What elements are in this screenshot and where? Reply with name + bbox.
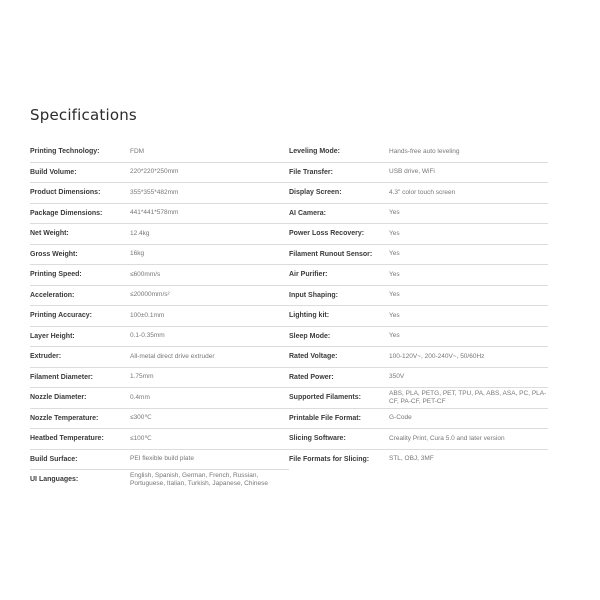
spec-row xyxy=(289,224,548,245)
spec-label: Heatbed Temperature: xyxy=(30,435,104,443)
spec-value: 350V xyxy=(389,373,405,381)
spec-row xyxy=(30,265,289,286)
spec-row xyxy=(30,388,289,409)
spec-value: 1.75mm xyxy=(130,373,154,381)
spec-row xyxy=(289,265,548,286)
spec-label: Product Dimensions: xyxy=(30,189,101,197)
spec-label: Slicing Software: xyxy=(289,435,346,443)
spec-label: Nozzle Temperature: xyxy=(30,414,99,422)
spec-value: G-Code xyxy=(389,414,412,422)
spec-label: AI Camera: xyxy=(289,209,326,217)
spec-value: 100-120V~, 200-240V~, 50/60Hz xyxy=(389,352,485,360)
spec-row xyxy=(289,286,548,307)
spec-label: Rated Power: xyxy=(289,373,334,381)
spec-label: Filament Diameter: xyxy=(30,373,94,381)
spec-row xyxy=(30,368,289,389)
spec-label: Build Volume: xyxy=(30,168,77,176)
spec-value: Yes xyxy=(389,311,400,319)
spec-row xyxy=(30,142,289,163)
spec-row xyxy=(30,429,289,450)
spec-label: Supported Filaments: xyxy=(289,394,361,402)
spec-row xyxy=(30,470,289,490)
spec-value: 16kg xyxy=(130,250,145,258)
spec-table-right xyxy=(289,142,548,469)
spec-row xyxy=(30,163,289,184)
spec-label: Net Weight: xyxy=(30,230,69,238)
spec-label: Gross Weight: xyxy=(30,250,78,258)
spec-label: Acceleration: xyxy=(30,291,75,299)
spec-label: Package Dimensions: xyxy=(30,209,103,217)
spec-value: 100±0.1mm xyxy=(130,311,165,319)
spec-value: USB drive, WiFi xyxy=(389,168,435,176)
spec-value: FDM xyxy=(130,147,145,155)
spec-row xyxy=(30,204,289,225)
spec-label: Printing Speed: xyxy=(30,271,82,279)
spec-row xyxy=(289,409,548,430)
spec-row xyxy=(289,306,548,327)
spec-label: UI Languages: xyxy=(30,476,79,484)
spec-value: ABS, PLA, PETG, PET, TPU, PA, ABS, ASA, PC, PLA-CF, PA-CF, PET-CF xyxy=(389,389,547,405)
spec-value: 0.4mm xyxy=(130,393,150,401)
spec-value: ≤600mm/s xyxy=(130,270,161,278)
spec-value: ≤300℃ xyxy=(130,414,152,422)
spec-row xyxy=(30,286,289,307)
spec-row xyxy=(289,450,548,470)
spec-value: Yes xyxy=(389,250,400,258)
spec-label: Build Surface: xyxy=(30,455,78,463)
spec-value: Yes xyxy=(389,291,400,299)
spec-row xyxy=(289,429,548,450)
spec-label: Leveling Mode: xyxy=(289,148,340,156)
spec-table-left xyxy=(30,142,289,490)
spec-value: 355*355*482mm xyxy=(130,188,179,196)
spec-value: 0.1-0.35mm xyxy=(130,332,165,340)
spec-label: Printing Accuracy: xyxy=(30,312,92,320)
spec-row xyxy=(30,327,289,348)
page-title: Specifications xyxy=(30,106,137,124)
spec-row xyxy=(30,450,289,471)
spec-row xyxy=(289,142,548,163)
spec-value: Yes xyxy=(389,209,400,217)
spec-row xyxy=(289,245,548,266)
spec-row xyxy=(30,409,289,430)
spec-value: STL, OBJ, 3MF xyxy=(389,455,434,463)
spec-label: Display Screen: xyxy=(289,189,342,197)
spec-value: Yes xyxy=(389,270,400,278)
spec-label: File Transfer: xyxy=(289,168,333,176)
spec-value: Creality Print, Cura 5.0 and later version xyxy=(389,434,505,442)
spec-label: Sleep Mode: xyxy=(289,332,331,340)
spec-row xyxy=(30,347,289,368)
spec-row xyxy=(289,183,548,204)
spec-row xyxy=(30,224,289,245)
spec-label: Printable File Format: xyxy=(289,414,361,422)
spec-label: Printing Technology: xyxy=(30,148,100,156)
spec-value: 4.3" color touch screen xyxy=(389,188,456,196)
spec-label: Rated Voltage: xyxy=(289,353,338,361)
spec-value: 12.4kg xyxy=(130,229,150,237)
spec-value: Hands-free auto leveling xyxy=(389,147,460,155)
spec-row xyxy=(289,368,548,389)
spec-label: File Formats for Slicing: xyxy=(289,455,370,463)
spec-value: English, Spanish, German, French, Russian, Portuguese, Italian, Turkish, Japanese, Chinese xyxy=(130,471,269,487)
spec-label: Input Shaping: xyxy=(289,291,338,299)
spec-row xyxy=(30,306,289,327)
spec-value: ≤20000mm/s² xyxy=(130,291,170,299)
spec-value: PEI flexible build plate xyxy=(130,455,194,463)
spec-value: 441*441*578mm xyxy=(130,209,179,217)
spec-value: ≤100℃ xyxy=(130,434,152,442)
spec-row xyxy=(289,388,548,409)
spec-label: Extruder: xyxy=(30,353,62,361)
spec-label: Power Loss Recovery: xyxy=(289,230,365,238)
spec-value: 220*220*250mm xyxy=(130,168,179,176)
spec-label: Filament Runout Sensor: xyxy=(289,250,373,258)
spec-row xyxy=(289,204,548,225)
spec-row xyxy=(289,347,548,368)
spec-value: All-metal direct drive extruder xyxy=(130,352,215,360)
spec-label: Layer Height: xyxy=(30,332,75,340)
spec-row xyxy=(30,183,289,204)
spec-row xyxy=(289,163,548,184)
spec-value: Yes xyxy=(389,332,400,340)
spec-label: Lighting kit: xyxy=(289,312,330,320)
spec-label: Nozzle Diameter: xyxy=(30,394,87,402)
spec-row xyxy=(30,245,289,266)
spec-value: Yes xyxy=(389,229,400,237)
spec-row xyxy=(289,327,548,348)
spec-label: Air Purifier: xyxy=(289,271,328,279)
